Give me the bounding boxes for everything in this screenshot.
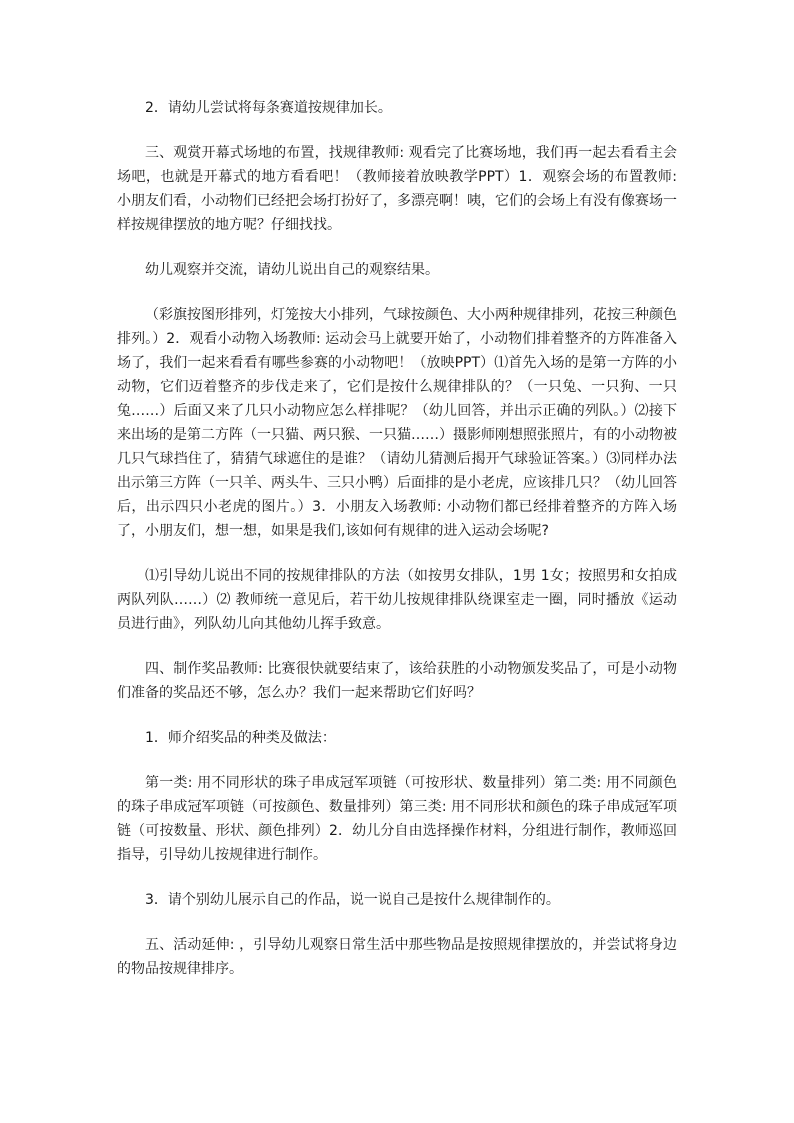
paragraph-animals-enter: （彩旗按图形排列，灯笼按大小排列，气球按颜色、大小两种规律排列，花按三种颜色排列。）2．观看小动物入场教师: 运动会马上就要开始了，小动物们排着整齐的方阵准备入场了，我们一起来看看有哪些参赛的小动物吧！（放映PPT）⑴首先入场的是第一方阵的小动物，它们迈着整齐的步伐走来了，它们是按什么规律排队的？（一只兔、一只狗、一只兔……）后面又来了几只小动物应怎么样排呢？（幼儿回答，并出示正确的列队。）⑵接下来出场的是第二方阵（一只猫、两只猴、一只猫……）摄影师刚想照张照片，有的小动物被几只气球挡住了，猜猜气球遮住的是谁？（请幼儿猜测后揭开气球验证答案。）⑶同样办法出示第三方阵（一只羊、两头牛、三只小鸭）后面排的是小老虎，应该排几只？（幼儿回答后，出示四只小老虎的图片。）3．小朋友入场教师: 小动物们都已经排着整齐的方阵入场了，小朋友们，想一想，如果是我们,该如何有规律的进入运动会场呢?	[117, 307, 677, 539]
paragraph-section-5-extension: 五、活动延伸: ，引导幼儿观察日常生活中那些物品是按照规律摆放的，并尝试将身边的物品按规律排序。	[117, 937, 677, 977]
paragraph-section-3-opening-venue: 三、观赏开幕式场地的布置，找规律教师: 观看完了比赛场地，我们再一起去看看主会场吧，也就是开幕式的地方看看吧！（教师接着放映教学PPT）1．观察会场的布置教师: 小朋友们看，小动物们已经把会场打扮好了，多漂亮啊！咦，它们的会场上有没有像赛场一样按规律摆放的地方呢？仔细找找。	[117, 145, 677, 233]
paragraph-prize-types-intro: 1．师介绍奖品的种类及做法：	[145, 730, 336, 746]
paragraph-observe-and-share: 幼儿观察并交流，请幼儿说出自己的观察结果。	[145, 262, 439, 278]
paragraph-prize-categories: 第一类: 用不同形状的珠子串成冠军项链（可按形状、数量排列）第二类: 用不同颜色的珠子串成冠军项链（可按颜色、数量排列）第三类: 用不同形状和颜色的珠子串成冠军项链（可按数量、形状、颜色排列）2．幼儿分自由选择操作材料，分组进行制作，教师巡回指导，引导幼儿按规律进行制作。	[117, 775, 677, 863]
paragraph-step-2-extend-tracks: 2．请幼儿尝试将每条赛道按规律加长。	[145, 100, 392, 116]
paragraph-show-works: 3．请个别幼儿展示自己的作品，说一说自己是按什么规律制作的。	[145, 892, 560, 908]
document-body	[117, 96, 677, 1002]
paragraph-children-queue: ⑴引导幼儿说出不同的按规律排队的方法（如按男女排队，1男 1女；按照男和女拍成两队列队……）⑵ 教师统一意见后，若干幼儿按规律排队绕课室走一圈，同时播放《运动员进行曲》，列队幼儿向其他幼儿挥手致意。	[117, 568, 677, 632]
paragraph-section-4-make-prizes: 四、制作奖品教师: 比赛很快就要结束了，该给获胜的小动物颁发奖品了，可是小动物们准备的奖品还不够，怎么办？我们一起来帮助它们好吗？	[117, 661, 677, 701]
